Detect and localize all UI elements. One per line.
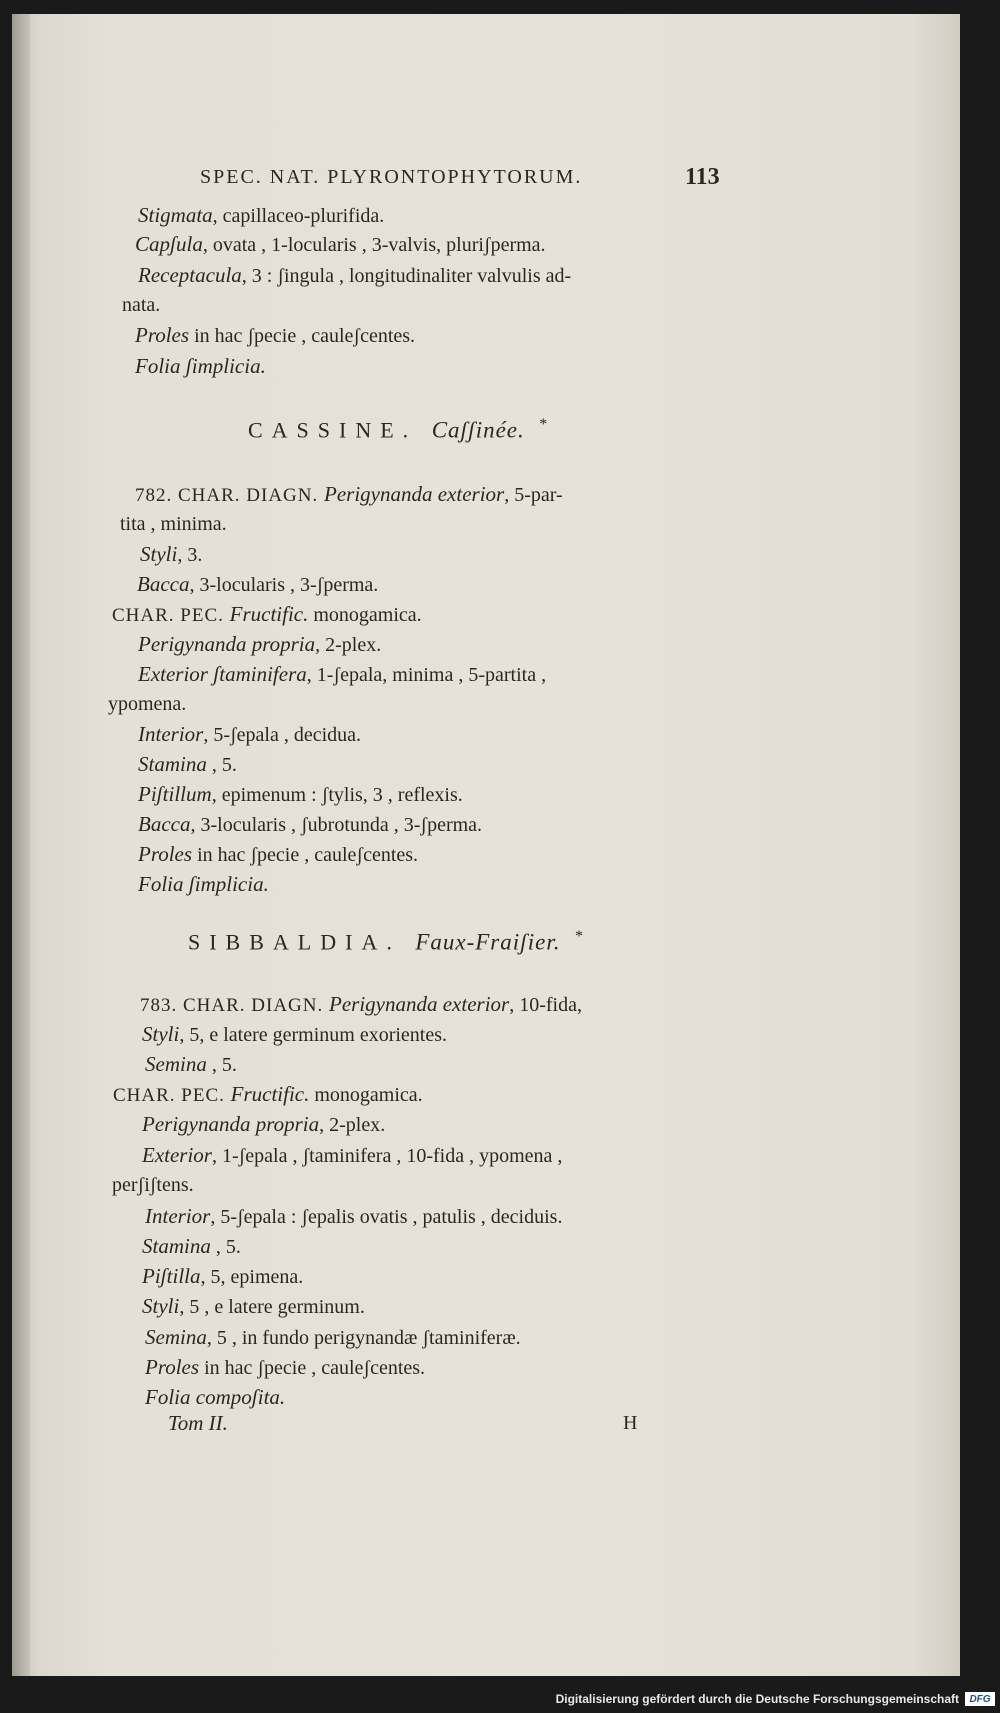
text-line: [145, 1324, 521, 1351]
line-prefix: CHAR. PEC.: [113, 1085, 231, 1106]
line-term: Proles: [138, 842, 193, 866]
line-prefix: CHAR. PEC.: [112, 605, 230, 626]
line-term: Perigynanda propria: [138, 632, 316, 656]
line-text: in hac ʃpecie , cauleʃcentes.: [192, 844, 419, 866]
line-text: in hac ʃpecie , cauleʃcentes.: [189, 325, 416, 347]
text-line: [142, 1233, 241, 1260]
line-text: , 5 , in fundo perigynandæ ʃtaminiferæ.: [206, 1327, 521, 1349]
text-line: [142, 1111, 385, 1138]
line-text: monogamica.: [309, 1084, 423, 1106]
line-term: Bacca: [137, 572, 190, 596]
footer-credit: Digitalisierung gefördert durch die Deutsche Forschungsgemeinschaft: [555, 1692, 959, 1706]
line-term: Proles: [135, 323, 190, 347]
line-term: Styli: [142, 1294, 180, 1318]
line-term: Semina: [145, 1325, 207, 1349]
line-term: Folia ʃimplicia.: [135, 354, 266, 378]
line-text: , 10-fida,: [509, 994, 582, 1016]
line-term: Perigynanda exterior: [324, 482, 505, 506]
line-term: Folia compoʃita.: [145, 1385, 286, 1409]
line-term: Stamina: [142, 1234, 211, 1258]
signature-line: [168, 1410, 638, 1437]
line-term: Folia ʃimplicia.: [138, 872, 269, 896]
line-prefix: 782. CHAR. DIAGN.: [135, 485, 324, 506]
line-text: perʃiʃtens.: [112, 1174, 194, 1196]
line-text: , ovata , 1-locularis , 3-valvis, pluriʃperma.: [202, 234, 546, 256]
line-text: , 1-ʃepala , ʃtaminifera , 10-fida , ypomena ,: [211, 1145, 563, 1167]
text-line: [135, 353, 266, 380]
text-line: [135, 231, 546, 258]
genus-french-name: Caʃʃinée.: [431, 417, 525, 443]
text-line: [138, 721, 361, 748]
running-head: [0, 166, 1000, 196]
text-line: [138, 871, 269, 898]
text-line: [138, 661, 546, 688]
line-prefix: 783. CHAR. DIAGN.: [140, 995, 329, 1016]
line-text: , 3-locularis , ʃubrotunda , 3-ʃperma.: [190, 814, 483, 836]
line-text: , 5.: [206, 1054, 237, 1076]
line-term: Styli: [140, 542, 178, 566]
line-term: Capʃula: [135, 232, 203, 256]
line-text: , 2-plex.: [315, 634, 382, 656]
text-line: [142, 1293, 365, 1320]
line-term: Fructific.: [229, 602, 309, 626]
line-text: , 3-locularis , 3-ʃperma.: [189, 574, 379, 596]
line-text: , epimenum : ʃtylis, 3 , reflexis.: [211, 784, 463, 806]
line-term: Stamina: [138, 752, 207, 776]
line-text: , 1-ʃepala, minima , 5-partita ,: [306, 664, 547, 686]
line-term: Styli: [142, 1022, 180, 1046]
line-text: , 5 , e latere germinum.: [179, 1296, 365, 1318]
text-line: [112, 601, 422, 629]
line-term: Piʃtillum: [138, 782, 212, 806]
line-text: tita , minima.: [120, 513, 227, 535]
text-line: [138, 631, 381, 658]
text-line: [138, 811, 482, 838]
line-term: Exterior: [142, 1143, 212, 1167]
dfg-logo-icon: DFG: [965, 1692, 995, 1706]
text-line: [145, 1051, 237, 1078]
text-line: [138, 781, 463, 808]
line-text: , 5, e latere germinum exorientes.: [179, 1024, 448, 1046]
genus-mark: *: [575, 928, 583, 945]
text-line: [112, 1172, 194, 1198]
text-line: [138, 841, 418, 868]
signature-mark: H: [623, 1412, 638, 1434]
line-term: Perigynanda exterior: [329, 992, 510, 1016]
text-line: [145, 1384, 285, 1411]
line-term: Proles: [145, 1355, 200, 1379]
text-line: [142, 1142, 562, 1169]
page-spine-shadow: [12, 14, 30, 1676]
line-text: in hac ʃpecie , cauleʃcentes.: [199, 1357, 426, 1379]
line-text: , 5-par-: [504, 484, 563, 506]
genus-mark: *: [539, 416, 548, 433]
line-text: , 5-ʃepala : ʃepalis ovatis , patulis , deciduis.: [210, 1206, 563, 1228]
line-term: Bacca: [138, 812, 191, 836]
text-line: [142, 1263, 303, 1290]
footer-credit-bar: [480, 1689, 995, 1709]
genus-name: SIBBALDIA.: [188, 929, 401, 955]
text-line: [140, 541, 202, 568]
text-line: [122, 292, 160, 318]
genus-heading-cassine: [248, 416, 547, 443]
text-line: [113, 1081, 423, 1109]
line-term: Stigmata: [138, 203, 213, 227]
line-text: nata.: [122, 294, 161, 316]
line-text: ypomena.: [108, 693, 187, 715]
line-text: , 5, epimena.: [200, 1266, 304, 1288]
line-term: Piʃtilla: [142, 1264, 201, 1288]
genus-heading-sibbaldia: [188, 928, 583, 955]
line-text: , 5-ʃepala , decidua.: [203, 724, 362, 746]
text-line: [142, 1021, 447, 1048]
text-line: [138, 262, 571, 289]
text-line: [135, 322, 415, 349]
line-term: Receptacula: [138, 263, 242, 287]
line-text: , 3 : ʃingula , longitudinaliter valvulis ad-: [241, 265, 572, 287]
text-line: [120, 511, 227, 537]
text-line: [137, 571, 378, 598]
genus-french-name: Faux-Fraiʃier.: [415, 929, 561, 955]
running-head-title: SPEC. NAT. PLYRONTOPHYTORUM.: [200, 166, 583, 188]
line-text: , 3.: [177, 544, 203, 566]
line-term: Perigynanda propria: [142, 1112, 320, 1136]
line-term: Exterior ʃtaminifera: [138, 662, 307, 686]
line-term: Interior: [138, 722, 204, 746]
text-line: [108, 691, 186, 717]
line-text: , 2-plex.: [319, 1114, 386, 1136]
line-term: Fructific.: [230, 1082, 310, 1106]
text-line: [145, 1354, 425, 1381]
line-text: , capillaceo-plurifida.: [212, 205, 385, 227]
line-term: Semina: [145, 1052, 207, 1076]
text-line: [135, 481, 563, 509]
text-line: [140, 991, 582, 1019]
line-term: Interior: [145, 1204, 211, 1228]
genus-name: CASSINE.: [248, 417, 418, 443]
page-number: 113: [685, 164, 720, 190]
volume-label: Tom II.: [168, 1411, 228, 1435]
text-line: [145, 1203, 562, 1230]
line-text: , 5.: [206, 754, 237, 776]
line-text: , 5.: [210, 1236, 241, 1258]
text-line: [138, 751, 237, 778]
line-text: monogamica.: [308, 604, 422, 626]
text-line: [138, 202, 384, 229]
